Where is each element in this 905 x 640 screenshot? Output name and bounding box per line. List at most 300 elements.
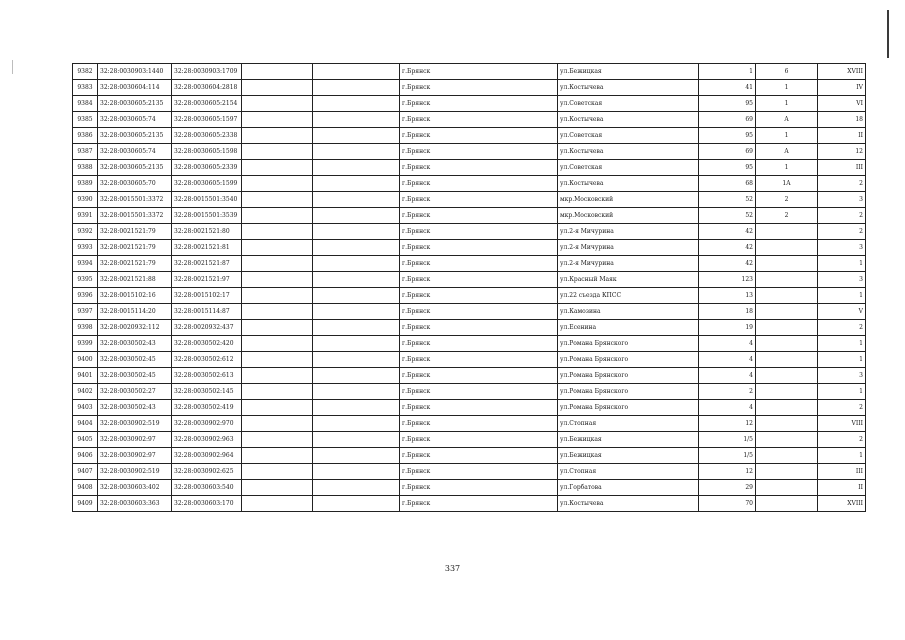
cell-street: ул.Костычева — [558, 112, 699, 128]
cell-cadastral-number: 32:28:0030902:963 — [172, 432, 242, 448]
cell-building: 1 — [756, 160, 818, 176]
cell-house: 42 — [699, 256, 756, 272]
cell-premises: 1 — [818, 448, 866, 464]
cell-record-number: 9401 — [73, 368, 98, 384]
cell-cadastral-number-parent: 32:28:0030604:114 — [98, 80, 172, 96]
cell-premises: VI — [818, 96, 866, 112]
cell-street: ул.Романа Брянского — [558, 368, 699, 384]
cell-house: 41 — [699, 80, 756, 96]
cell-city: г.Брянск — [400, 496, 558, 512]
table-row — [73, 176, 866, 192]
cell-cadastral-number-parent: 32:28:0030502:45 — [98, 352, 172, 368]
cell-house: 29 — [699, 480, 756, 496]
cell-empty — [242, 80, 313, 96]
scan-artifact-left — [12, 60, 13, 74]
table-row — [73, 464, 866, 480]
cell-empty — [242, 496, 313, 512]
cell-street: ул.Стопная — [558, 416, 699, 432]
cell-street: ул.Бежицкая — [558, 64, 699, 80]
table-row — [73, 400, 866, 416]
cell-empty — [242, 112, 313, 128]
cell-street: ул.Романа Брянского — [558, 384, 699, 400]
cell-empty — [313, 208, 400, 224]
cell-building: А — [756, 144, 818, 160]
cell-cadastral-number: 32:28:0015501:3539 — [172, 208, 242, 224]
cell-empty — [242, 368, 313, 384]
cell-city: г.Брянск — [400, 368, 558, 384]
cell-cadastral-number: 32:28:0030605:2339 — [172, 160, 242, 176]
cell-cadastral-number-parent: 32:28:0030605:70 — [98, 176, 172, 192]
cell-street: ул.Советская — [558, 128, 699, 144]
cell-premises: 3 — [818, 192, 866, 208]
cell-cadastral-number-parent: 32:28:0030902:519 — [98, 464, 172, 480]
cell-empty — [242, 304, 313, 320]
cell-city: г.Брянск — [400, 128, 558, 144]
cell-empty — [242, 208, 313, 224]
cell-city: г.Брянск — [400, 64, 558, 80]
cell-house: 2 — [699, 384, 756, 400]
cell-empty — [242, 128, 313, 144]
table-row — [73, 256, 866, 272]
cell-empty — [313, 240, 400, 256]
cell-house: 52 — [699, 192, 756, 208]
table-row — [73, 240, 866, 256]
cell-house: 95 — [699, 128, 756, 144]
cell-premises: III — [818, 464, 866, 480]
cell-house: 42 — [699, 224, 756, 240]
cell-empty — [313, 64, 400, 80]
cell-cadastral-number: 32:28:0021521:87 — [172, 256, 242, 272]
cell-street: ул.Костычева — [558, 144, 699, 160]
cell-house: 18 — [699, 304, 756, 320]
cell-building: 1 — [756, 80, 818, 96]
cell-premises: III — [818, 160, 866, 176]
cell-premises: 2 — [818, 176, 866, 192]
cell-cadastral-number-parent: 32:28:0020932:112 — [98, 320, 172, 336]
cell-empty — [313, 144, 400, 160]
cell-cadastral-number-parent: 32:28:0030605:2135 — [98, 160, 172, 176]
cell-empty — [242, 464, 313, 480]
cell-cadastral-number-parent: 32:28:0015501:3372 — [98, 208, 172, 224]
cell-city: г.Брянск — [400, 240, 558, 256]
cell-record-number: 9393 — [73, 240, 98, 256]
cell-city: г.Брянск — [400, 432, 558, 448]
cell-record-number: 9385 — [73, 112, 98, 128]
cell-building: 1 — [756, 96, 818, 112]
table-row — [73, 480, 866, 496]
cell-house: 4 — [699, 336, 756, 352]
cell-building — [756, 288, 818, 304]
cell-cadastral-number: 32:28:0015501:3540 — [172, 192, 242, 208]
cell-house: 123 — [699, 272, 756, 288]
cell-empty — [313, 336, 400, 352]
cell-premises: XVIII — [818, 496, 866, 512]
cell-street: ул.Камозина — [558, 304, 699, 320]
cell-empty — [242, 352, 313, 368]
cell-building — [756, 336, 818, 352]
cell-city: г.Брянск — [400, 160, 558, 176]
cell-record-number: 9402 — [73, 384, 98, 400]
cell-empty — [242, 288, 313, 304]
cell-record-number: 9399 — [73, 336, 98, 352]
cell-building — [756, 400, 818, 416]
cell-street: ул.Романа Брянского — [558, 400, 699, 416]
cell-city: г.Брянск — [400, 96, 558, 112]
cell-cadastral-number: 32:28:0030605:1599 — [172, 176, 242, 192]
cell-premises: XVIII — [818, 64, 866, 80]
cell-cadastral-number-parent: 32:28:0021521:79 — [98, 256, 172, 272]
table-row — [73, 432, 866, 448]
cell-building — [756, 272, 818, 288]
cell-empty — [313, 288, 400, 304]
cell-empty — [313, 192, 400, 208]
cell-street: ул.Бежицкая — [558, 448, 699, 464]
cell-cadastral-number: 32:28:0015102:17 — [172, 288, 242, 304]
property-register-table — [72, 63, 866, 512]
cell-empty — [242, 448, 313, 464]
cell-street: ул.Есенина — [558, 320, 699, 336]
cell-city: г.Брянск — [400, 336, 558, 352]
cell-cadastral-number: 32:28:0030605:1598 — [172, 144, 242, 160]
cell-record-number: 9390 — [73, 192, 98, 208]
cell-building — [756, 320, 818, 336]
cell-building — [756, 240, 818, 256]
cell-city: г.Брянск — [400, 288, 558, 304]
cell-empty — [313, 80, 400, 96]
cell-record-number: 9398 — [73, 320, 98, 336]
cell-empty — [242, 192, 313, 208]
cell-cadastral-number: 32:28:0030902:970 — [172, 416, 242, 432]
table-row — [73, 128, 866, 144]
cell-cadastral-number-parent: 32:28:0030605:74 — [98, 112, 172, 128]
cell-street: ул.Советская — [558, 160, 699, 176]
cell-cadastral-number-parent: 32:28:0030605:2135 — [98, 96, 172, 112]
cell-empty — [242, 272, 313, 288]
cell-record-number: 9392 — [73, 224, 98, 240]
cell-building — [756, 448, 818, 464]
cell-building — [756, 384, 818, 400]
cell-building — [756, 352, 818, 368]
table-row — [73, 112, 866, 128]
cell-house: 70 — [699, 496, 756, 512]
cell-premises: VIII — [818, 416, 866, 432]
cell-cadastral-number: 32:28:0021521:97 — [172, 272, 242, 288]
cell-house: 4 — [699, 368, 756, 384]
cell-building: 1 — [756, 128, 818, 144]
cell-empty — [313, 352, 400, 368]
cell-premises: 1 — [818, 288, 866, 304]
cell-cadastral-number: 32:28:0030603:170 — [172, 496, 242, 512]
cell-empty — [313, 496, 400, 512]
cell-premises: V — [818, 304, 866, 320]
cell-building — [756, 496, 818, 512]
cell-cadastral-number-parent: 32:28:0030902:97 — [98, 432, 172, 448]
cell-street: ул.Горбатова — [558, 480, 699, 496]
table-row — [73, 368, 866, 384]
cell-empty — [313, 320, 400, 336]
cell-house: 1/5 — [699, 448, 756, 464]
cell-record-number: 9386 — [73, 128, 98, 144]
cell-cadastral-number-parent: 32:28:0030903:1440 — [98, 64, 172, 80]
cell-record-number: 9407 — [73, 464, 98, 480]
cell-cadastral-number: 32:28:0030902:964 — [172, 448, 242, 464]
cell-empty — [313, 400, 400, 416]
cell-house: 95 — [699, 160, 756, 176]
cell-city: г.Брянск — [400, 80, 558, 96]
cell-empty — [242, 144, 313, 160]
cell-record-number: 9396 — [73, 288, 98, 304]
cell-cadastral-number-parent: 32:28:0021521:79 — [98, 240, 172, 256]
cell-empty — [242, 64, 313, 80]
cell-building — [756, 304, 818, 320]
table-row — [73, 144, 866, 160]
table-row — [73, 64, 866, 80]
cell-premises: 3 — [818, 272, 866, 288]
cell-record-number: 9397 — [73, 304, 98, 320]
cell-empty — [242, 256, 313, 272]
cell-premises: 3 — [818, 240, 866, 256]
cell-city: г.Брянск — [400, 112, 558, 128]
cell-empty — [313, 160, 400, 176]
cell-cadastral-number-parent: 32:28:0030502:45 — [98, 368, 172, 384]
cell-house: 4 — [699, 352, 756, 368]
cell-premises: II — [818, 128, 866, 144]
cell-cadastral-number: 32:28:0030603:540 — [172, 480, 242, 496]
cell-city: г.Брянск — [400, 224, 558, 240]
cell-city: г.Брянск — [400, 320, 558, 336]
cell-house: 1/5 — [699, 432, 756, 448]
table-row — [73, 496, 866, 512]
cell-empty — [313, 416, 400, 432]
cell-street: ул.Костычева — [558, 496, 699, 512]
cell-city: г.Брянск — [400, 400, 558, 416]
cell-empty — [313, 128, 400, 144]
cell-empty — [242, 160, 313, 176]
cell-building: 2 — [756, 192, 818, 208]
cell-street: ул.Красный Маяк — [558, 272, 699, 288]
cell-empty — [242, 240, 313, 256]
cell-empty — [242, 432, 313, 448]
cell-street: ул.22 съезда КПСС — [558, 288, 699, 304]
cell-cadastral-number: 32:28:0030502:419 — [172, 400, 242, 416]
cell-record-number: 9383 — [73, 80, 98, 96]
cell-cadastral-number: 32:28:0030605:2154 — [172, 96, 242, 112]
cell-premises: 12 — [818, 144, 866, 160]
cell-record-number: 9404 — [73, 416, 98, 432]
cell-cadastral-number: 32:28:0030605:1597 — [172, 112, 242, 128]
cell-empty — [242, 480, 313, 496]
cell-cadastral-number: 32:28:0030604:2818 — [172, 80, 242, 96]
cell-empty — [313, 256, 400, 272]
cell-city: г.Брянск — [400, 384, 558, 400]
page-number: 337 — [444, 564, 461, 573]
cell-record-number: 9387 — [73, 144, 98, 160]
cell-building — [756, 432, 818, 448]
cell-house: 69 — [699, 112, 756, 128]
cell-empty — [313, 480, 400, 496]
cell-building: 1А — [756, 176, 818, 192]
table-row — [73, 288, 866, 304]
cell-empty — [313, 96, 400, 112]
cell-house: 12 — [699, 416, 756, 432]
cell-building: 6 — [756, 64, 818, 80]
cell-city: г.Брянск — [400, 208, 558, 224]
cell-city: г.Брянск — [400, 352, 558, 368]
cell-empty — [313, 464, 400, 480]
cell-cadastral-number-parent: 32:28:0030502:27 — [98, 384, 172, 400]
cell-empty — [242, 336, 313, 352]
cell-street: ул.2-я Мичурина — [558, 224, 699, 240]
cell-empty — [242, 384, 313, 400]
cell-empty — [313, 272, 400, 288]
cell-city: г.Брянск — [400, 144, 558, 160]
cell-empty — [242, 176, 313, 192]
cell-city: г.Брянск — [400, 272, 558, 288]
cell-cadastral-number-parent: 32:28:0030502:43 — [98, 400, 172, 416]
table-row — [73, 208, 866, 224]
cell-city: г.Брянск — [400, 256, 558, 272]
cell-cadastral-number: 32:28:0021521:81 — [172, 240, 242, 256]
cell-premises: 18 — [818, 112, 866, 128]
cell-house: 1 — [699, 64, 756, 80]
cell-cadastral-number: 32:28:0030605:2338 — [172, 128, 242, 144]
cell-premises: 2 — [818, 432, 866, 448]
cell-house: 42 — [699, 240, 756, 256]
cell-empty — [242, 416, 313, 432]
cell-city: г.Брянск — [400, 304, 558, 320]
cell-premises: 1 — [818, 352, 866, 368]
cell-building — [756, 368, 818, 384]
cell-street: мкр.Московский — [558, 192, 699, 208]
cell-street: ул.Бежицкая — [558, 432, 699, 448]
cell-record-number: 9405 — [73, 432, 98, 448]
cell-house: 69 — [699, 144, 756, 160]
cell-building: 2 — [756, 208, 818, 224]
table-row — [73, 336, 866, 352]
cell-street: ул.2-я Мичурина — [558, 256, 699, 272]
cell-street: ул.Советская — [558, 96, 699, 112]
cell-street: мкр.Московский — [558, 208, 699, 224]
table-row — [73, 224, 866, 240]
table-row — [73, 416, 866, 432]
cell-record-number: 9389 — [73, 176, 98, 192]
cell-street: ул.Костычева — [558, 80, 699, 96]
cell-cadastral-number-parent: 32:28:0021521:88 — [98, 272, 172, 288]
cell-house: 12 — [699, 464, 756, 480]
cell-premises: 1 — [818, 336, 866, 352]
cell-city: г.Брянск — [400, 448, 558, 464]
table-row — [73, 80, 866, 96]
cell-empty — [313, 368, 400, 384]
table-row — [73, 304, 866, 320]
table-row — [73, 192, 866, 208]
cell-cadastral-number: 32:28:0021521:80 — [172, 224, 242, 240]
cell-record-number: 9395 — [73, 272, 98, 288]
cell-empty — [313, 176, 400, 192]
table-row — [73, 160, 866, 176]
cell-cadastral-number-parent: 32:28:0030902:519 — [98, 416, 172, 432]
cell-cadastral-number: 32:28:0030502:145 — [172, 384, 242, 400]
cell-house: 13 — [699, 288, 756, 304]
cell-cadastral-number: 32:28:0030502:612 — [172, 352, 242, 368]
cell-record-number: 9391 — [73, 208, 98, 224]
cell-record-number: 9400 — [73, 352, 98, 368]
cell-empty — [242, 96, 313, 112]
cell-cadastral-number-parent: 32:28:0015114:20 — [98, 304, 172, 320]
cell-cadastral-number-parent: 32:28:0030605:2135 — [98, 128, 172, 144]
cell-street: ул.2-я Мичурина — [558, 240, 699, 256]
cell-cadastral-number-parent: 32:28:0015102:16 — [98, 288, 172, 304]
cell-cadastral-number-parent: 32:28:0030902:97 — [98, 448, 172, 464]
cell-building — [756, 480, 818, 496]
cell-building — [756, 416, 818, 432]
cell-empty — [242, 320, 313, 336]
cell-cadastral-number-parent: 32:28:0021521:79 — [98, 224, 172, 240]
cell-empty — [313, 432, 400, 448]
cell-record-number: 9408 — [73, 480, 98, 496]
cell-cadastral-number: 32:28:0015114:87 — [172, 304, 242, 320]
cell-record-number: 9384 — [73, 96, 98, 112]
cell-record-number: 9403 — [73, 400, 98, 416]
cell-cadastral-number-parent: 32:28:0030605:74 — [98, 144, 172, 160]
cell-city: г.Брянск — [400, 176, 558, 192]
cell-premises: 1 — [818, 384, 866, 400]
cell-empty — [313, 224, 400, 240]
cell-city: г.Брянск — [400, 464, 558, 480]
cell-building — [756, 224, 818, 240]
cell-house: 4 — [699, 400, 756, 416]
cell-city: г.Брянск — [400, 192, 558, 208]
cell-street: ул.Костычева — [558, 176, 699, 192]
cell-building — [756, 464, 818, 480]
cell-street: ул.Романа Брянского — [558, 336, 699, 352]
cell-city: г.Брянск — [400, 416, 558, 432]
table-row — [73, 352, 866, 368]
table-row — [73, 448, 866, 464]
cell-empty — [242, 400, 313, 416]
cell-premises: 2 — [818, 400, 866, 416]
cell-street: ул.Романа Брянского — [558, 352, 699, 368]
table-row — [73, 320, 866, 336]
cell-empty — [313, 384, 400, 400]
scan-artifact-right — [887, 10, 889, 58]
table-row — [73, 96, 866, 112]
cell-cadastral-number-parent: 32:28:0030502:43 — [98, 336, 172, 352]
cell-empty — [313, 304, 400, 320]
cell-house: 95 — [699, 96, 756, 112]
cell-premises: 1 — [818, 256, 866, 272]
cell-house: 68 — [699, 176, 756, 192]
cell-street: ул.Стопная — [558, 464, 699, 480]
cell-empty — [313, 448, 400, 464]
cell-record-number: 9409 — [73, 496, 98, 512]
cell-record-number: 9382 — [73, 64, 98, 80]
cell-premises: 2 — [818, 320, 866, 336]
cell-building — [756, 256, 818, 272]
cell-empty — [313, 112, 400, 128]
cell-premises: 3 — [818, 368, 866, 384]
table-row — [73, 272, 866, 288]
cell-cadastral-number-parent: 32:28:0030603:363 — [98, 496, 172, 512]
cell-house: 52 — [699, 208, 756, 224]
cell-record-number: 9406 — [73, 448, 98, 464]
cell-cadastral-number-parent: 32:28:0015501:3372 — [98, 192, 172, 208]
cell-premises: 2 — [818, 208, 866, 224]
cell-record-number: 9394 — [73, 256, 98, 272]
cell-premises: 2 — [818, 224, 866, 240]
cell-building: А — [756, 112, 818, 128]
cell-cadastral-number: 32:28:0030902:625 — [172, 464, 242, 480]
